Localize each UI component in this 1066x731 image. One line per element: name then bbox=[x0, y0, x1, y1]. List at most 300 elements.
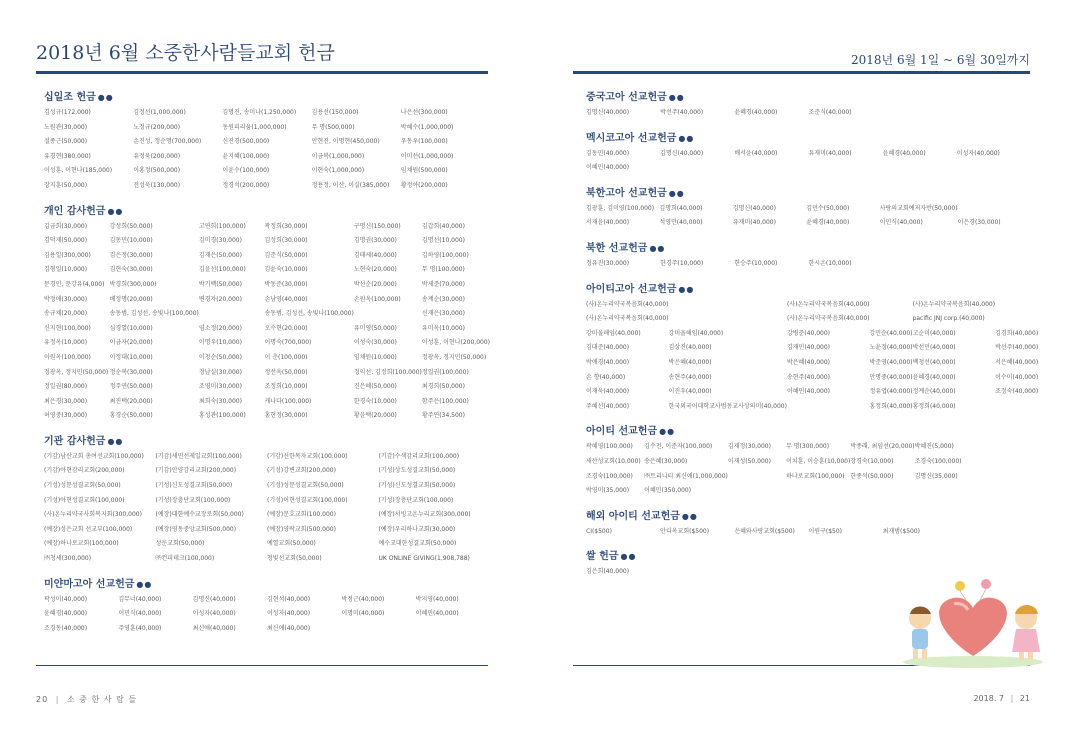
donor-entry: 이진우(40,000) bbox=[668, 388, 712, 396]
section-title bbox=[586, 424, 1031, 440]
donor-entry: 김용일(300,000) bbox=[44, 251, 91, 259]
section-title-text: 해외 아이티 선교헌금 bbox=[586, 510, 680, 522]
offering-section bbox=[586, 131, 1031, 176]
donor-entry: (예장)문호교회(100,000) bbox=[267, 511, 336, 519]
donor-entry: 김금희(30,000) bbox=[44, 222, 88, 230]
donor-entry: 황윤택(20,000) bbox=[353, 412, 397, 420]
donor-entry: 구명신(150,000) bbox=[353, 222, 401, 230]
donor-entry: 곽정희(30,000) bbox=[264, 222, 308, 230]
donor-entry: 안디옥교회($500) bbox=[660, 527, 710, 535]
donor-entry: 최신애(40,000) bbox=[192, 624, 236, 632]
donor-entry: 김준식(50,000) bbox=[264, 251, 308, 259]
donor-entry: 김재정(30,000) bbox=[727, 443, 771, 451]
donor-list bbox=[586, 257, 1031, 272]
donor-entry: 김명신(40,000) bbox=[660, 149, 704, 157]
donor-entry: 김수천, 이준자(100,000) bbox=[644, 443, 713, 451]
donor-entry: 사랑의교회예저자반(50,000) bbox=[879, 204, 958, 212]
donor-entry: 조영미(30,000) bbox=[198, 383, 242, 391]
donor-entry bbox=[416, 622, 490, 637]
donor-entry bbox=[786, 484, 850, 499]
donor-entry: 박기백(50,000) bbox=[198, 280, 242, 288]
donor-entry: 주혜선(40,000) bbox=[586, 402, 630, 410]
donor-entry bbox=[958, 202, 1031, 217]
children-heart-illustration bbox=[898, 574, 1048, 670]
donor-entry: 오수현(20,000) bbox=[264, 324, 308, 332]
donor-entry: 김형일(10,000) bbox=[44, 266, 88, 274]
donor-entry: 이청순(50,000) bbox=[198, 353, 242, 361]
donor-entry: 이수미(40,000) bbox=[995, 373, 1039, 381]
page-number-left: 20 bbox=[36, 695, 49, 704]
donor-entry: 임채원(500,000) bbox=[400, 167, 448, 175]
section-title bbox=[586, 282, 1031, 298]
donor-entry: 예수교대한성결교회(50,000) bbox=[378, 540, 457, 548]
donor-entry: 고연희(100,000) bbox=[198, 222, 246, 230]
donor-entry: 김경희(40,000) bbox=[995, 329, 1039, 337]
donor-entry: 신재은(30,000) bbox=[421, 310, 465, 318]
donor-entry: 박선민(40,000) bbox=[912, 344, 956, 352]
donor-entry bbox=[669, 298, 787, 313]
offering-section bbox=[44, 204, 490, 424]
donor-entry: 손진성, 정순명(700,000) bbox=[133, 138, 202, 146]
donor-entry: 무 명(300,000) bbox=[786, 443, 830, 451]
donor-entry: 황정아(200,000) bbox=[400, 181, 448, 189]
donor-entry: ㈜컨피테크(100,000) bbox=[155, 555, 215, 563]
bullet-dots-icon: ●● bbox=[681, 511, 698, 521]
donor-entry: 한시온(10,000) bbox=[808, 259, 852, 267]
donor-list bbox=[586, 202, 1031, 231]
section-title-text: 쌀 헌금 bbox=[586, 551, 619, 563]
donor-entry: (기성)성문성결교회(50,000) bbox=[267, 482, 344, 490]
donor-entry: (사)온누리약국복음회(40,000) bbox=[786, 315, 870, 323]
donor-entry bbox=[808, 161, 882, 176]
donor-entry: 김윤선(100,000) bbox=[198, 266, 246, 274]
bullet-dots-icon: ●● bbox=[97, 93, 114, 102]
bullet-dots-icon: ●● bbox=[107, 436, 124, 446]
donor-entry: (기성)이현성결교회(100,000) bbox=[267, 496, 348, 504]
donor-entry: 박정애(30,000) bbox=[44, 295, 88, 303]
donor-entry bbox=[973, 440, 1031, 455]
section-title-text: 아이티 선교헌금 bbox=[586, 426, 658, 438]
bullet-dots-icon: ●● bbox=[620, 552, 637, 562]
donor-entry: 임채원(10,000) bbox=[353, 353, 397, 361]
donor-entry bbox=[957, 525, 1031, 540]
donor-entry: (기감)선한목자교회(100,000) bbox=[267, 452, 348, 460]
donor-entry: 이명숙(700,000) bbox=[264, 339, 312, 347]
donor-entry: 박선주(40,000) bbox=[995, 344, 1039, 352]
donor-entry: (기성)성문성결교회(50,000) bbox=[44, 482, 121, 490]
donor-entry: 이성숙(30,000) bbox=[353, 339, 397, 347]
donor-entry: 이금복(1,000,000) bbox=[311, 152, 365, 160]
donor-entry: 박준영(40,000) bbox=[869, 358, 913, 366]
donor-entry: 유미영(50,000) bbox=[353, 324, 397, 332]
donor-entry: pacific JNJ corp.(40,000) bbox=[912, 315, 985, 323]
donor-entry: 노정규(200,000) bbox=[133, 123, 181, 131]
donor-entry: 윤혜경(40,000) bbox=[806, 219, 850, 227]
donor-list bbox=[44, 106, 490, 194]
donor-entry: 조정희(10,000) bbox=[264, 383, 308, 391]
donor-entry: 이민식(40,000) bbox=[879, 219, 923, 227]
donor-entry: 황주연(34,500) bbox=[421, 412, 465, 420]
section-title-text: 미얀마고아 선교헌금 bbox=[44, 578, 135, 590]
donor-entry: 곽성미(40,000) bbox=[44, 595, 88, 603]
donor-entry: 조경숙(100,000) bbox=[914, 457, 962, 465]
donor-entry: 김광훈, 김미영(100,000) bbox=[586, 204, 655, 212]
left-page-column bbox=[44, 90, 490, 646]
donor-entry: 유미옥(10,000) bbox=[421, 324, 465, 332]
donor-entry: 유재미(40,000) bbox=[808, 149, 852, 157]
offering-section bbox=[44, 577, 490, 637]
donor-entry: 유재미(40,000) bbox=[732, 219, 776, 227]
donor-entry: 배정명(20,000) bbox=[109, 295, 153, 303]
donor-entry: 송현주(40,000) bbox=[786, 373, 831, 381]
donor-entry: 김민수(50,000) bbox=[806, 204, 850, 212]
footer-right bbox=[973, 694, 1030, 703]
donor-entry bbox=[728, 484, 786, 499]
donor-entry bbox=[199, 307, 265, 322]
section-title bbox=[586, 90, 1031, 106]
donor-entry: 정경석(200,000) bbox=[222, 181, 270, 189]
donor-entry bbox=[734, 161, 808, 176]
donor-entry: 박은혜(40,000) bbox=[668, 358, 712, 366]
donor-entry: 김재은(50,000) bbox=[198, 251, 242, 259]
donor-entry bbox=[957, 257, 1031, 272]
donor-entry: 정순복(30,000) bbox=[109, 368, 153, 376]
donor-entry: 이재욱(40,000) bbox=[586, 388, 630, 396]
donor-list bbox=[586, 298, 1039, 415]
donor-entry: 이혜민(350,000) bbox=[644, 487, 692, 495]
section-title bbox=[586, 509, 1031, 525]
footer-left bbox=[36, 694, 137, 705]
donor-entry: 최진택(20,000) bbox=[109, 397, 153, 405]
donor-entry bbox=[995, 298, 1038, 313]
donor-entry: 유정옥(10,000) bbox=[44, 339, 88, 347]
donor-entry bbox=[734, 565, 808, 580]
donor-entry: 김무너(40,000) bbox=[118, 595, 162, 603]
donor-entry: 청빛선교회(50,000) bbox=[267, 555, 322, 563]
donor-entry: 염소정(20,000) bbox=[198, 324, 242, 332]
donor-entry: 정주연(50,000) bbox=[109, 383, 153, 391]
donor-entry bbox=[883, 106, 957, 121]
donor-entry: (사)온누리약국사회복지회(300,000) bbox=[44, 511, 142, 519]
donor-entry: 최신애(40,000) bbox=[267, 624, 311, 632]
header-rule-right bbox=[573, 71, 1030, 74]
donor-entry: 성운교회(50,000) bbox=[155, 540, 205, 548]
donor-entry: 김동민(10,000) bbox=[109, 237, 153, 245]
offering-section bbox=[586, 424, 1031, 498]
donor-list bbox=[44, 220, 490, 424]
donor-entry: 곽혜영(100,000) bbox=[586, 443, 633, 451]
donor-entry: 신지현(100,000) bbox=[44, 324, 91, 332]
donor-entry: 이성훈, 이현나(185,000) bbox=[44, 167, 113, 175]
donor-entry bbox=[883, 257, 957, 272]
donor-entry: (기감)아현감리교회(200,000) bbox=[44, 467, 125, 475]
donor-entry: (기성)신도성결교회(50,000) bbox=[378, 482, 456, 490]
donor-entry: 배서윤(40,000) bbox=[734, 149, 778, 157]
donor-entry: 이 춘(100,000) bbox=[264, 353, 308, 361]
donor-entry: (기성)장충단교회(100,000) bbox=[155, 496, 231, 504]
donor-entry: 홍성관(100,000) bbox=[198, 412, 246, 420]
donor-entry: 김대준(40,000) bbox=[586, 344, 630, 352]
donor-entry: 정계순(40,000) bbox=[912, 388, 956, 396]
donor-entry: (예장)성은교회 선교부(100,000) bbox=[44, 525, 133, 533]
section-title-text: 기관 감사헌금 bbox=[44, 435, 106, 447]
bullet-dots-icon: ●● bbox=[668, 93, 685, 102]
donor-entry: (예장)영락교회(500,000) bbox=[267, 525, 336, 533]
donor-entry: 박지영(40,000) bbox=[415, 595, 459, 603]
section-title-text: 개인 감사헌금 bbox=[44, 205, 106, 217]
donor-entry: (기성)상도성결교회(50,000) bbox=[378, 467, 456, 475]
donor-entry: 이성자(40,000) bbox=[267, 610, 311, 618]
donor-entry bbox=[354, 307, 422, 322]
donor-entry: 최경희(50,000) bbox=[421, 383, 465, 391]
donor-entry: 안현진, 이명현(450,000) bbox=[311, 138, 380, 146]
header-rule-left bbox=[36, 71, 488, 74]
donor-entry: 유정욱(200,000) bbox=[133, 152, 181, 160]
donor-entry: 안명중(40,000) bbox=[869, 373, 913, 381]
donor-entry: (기감)안양감리교회(200,000) bbox=[155, 467, 237, 475]
donor-entry: 조준식(40,000) bbox=[808, 109, 852, 116]
donor-entry: 이정대(10,000) bbox=[109, 353, 153, 361]
donor-entry: 김용선(150,000) bbox=[311, 109, 359, 116]
donor-entry bbox=[850, 484, 914, 499]
donor-entry: 손 향(40,000) bbox=[586, 373, 626, 381]
section-title bbox=[586, 131, 1031, 147]
donor-entry: CI($500) bbox=[586, 527, 612, 535]
donor-entry: 김덕재(50,000) bbox=[44, 237, 88, 245]
donor-entry: 김상진(40,000) bbox=[668, 344, 712, 352]
donor-entry: 이원옥(100,000) bbox=[44, 353, 91, 361]
donor-entry: 김하영(100,000) bbox=[421, 251, 469, 259]
section-title bbox=[44, 204, 490, 220]
period-date: 2018년 6월 1일 ~ 6월 30일까지 bbox=[851, 53, 1030, 67]
donor-list bbox=[44, 593, 490, 637]
section-title bbox=[586, 186, 1031, 202]
donor-entry: 김미경(30,000) bbox=[198, 237, 242, 245]
donor-entry: 김정선(1,000,000) bbox=[133, 109, 186, 116]
bullet-dots-icon: ●● bbox=[107, 206, 124, 216]
donor-entry: 은혜와사랑교회($500) bbox=[734, 527, 795, 535]
donor-entry: 백청선(40,000) bbox=[912, 358, 956, 366]
bullet-dots-icon: ●● bbox=[678, 284, 695, 294]
donor-entry: 하나로교회(100,000) bbox=[786, 472, 845, 480]
donor-entry bbox=[660, 565, 734, 580]
donor-entry: 이원구($50) bbox=[808, 527, 843, 535]
section-title-text: 아이티고아 선교헌금 bbox=[586, 283, 677, 295]
offering-section bbox=[44, 434, 490, 567]
donor-entry bbox=[341, 622, 415, 637]
offering-section bbox=[586, 282, 1039, 415]
donor-entry: 홍경순(50,000) bbox=[109, 412, 153, 420]
donor-entry: 김성희(30,000) bbox=[264, 237, 308, 245]
donor-entry: 최은경(30,000) bbox=[44, 397, 88, 405]
donor-entry: 이금자(20,000) bbox=[109, 339, 153, 347]
donor-entry: 정광옥, 정지민(50,000) bbox=[44, 368, 109, 376]
section-title-text: 북한 선교헌금 bbox=[586, 242, 648, 254]
donor-entry: 박정근(40,000) bbox=[341, 595, 385, 603]
donor-entry: (예장)대한예수교장로회(50,000) bbox=[155, 511, 244, 519]
donor-entry: 이혜민(40,000) bbox=[415, 610, 459, 618]
donor-entry: 김현숙(30,000) bbox=[109, 266, 153, 274]
donor-entry: 송은혜(30,000) bbox=[644, 457, 688, 465]
donor-entry: 박동준(30,000) bbox=[264, 280, 308, 288]
donor-entry: 이성자(40,000) bbox=[956, 149, 1000, 157]
donor-entry: ㈜청세(300,000) bbox=[44, 555, 92, 563]
donor-entry bbox=[995, 400, 1038, 415]
donor-entry: 김은희(40,000) bbox=[586, 568, 630, 576]
donor-entry: 정선옥(50,000) bbox=[264, 368, 308, 376]
donor-entry: 김명신(35,000) bbox=[914, 472, 958, 480]
donor-entry: 손남영(40,000) bbox=[264, 295, 308, 303]
donor-entry: 이명우(10,000) bbox=[198, 339, 242, 347]
donor-entry bbox=[973, 470, 1031, 485]
donor-entry: 송동범, 김성선, 송빛나(100,000) bbox=[264, 310, 354, 318]
offering-section bbox=[44, 90, 490, 194]
donor-entry: (예장)하나로교회(100,000) bbox=[44, 540, 119, 548]
offering-section bbox=[586, 509, 1031, 540]
donor-entry: 한종석(50,000) bbox=[850, 472, 894, 480]
donor-entry: (예장)우리하나교회(30,000) bbox=[378, 525, 456, 533]
donor-entry: 한경숙(10,000) bbox=[353, 397, 397, 405]
issue-date: 2018. 7 bbox=[973, 694, 1005, 703]
donor-entry: 박은혜(40,000) bbox=[786, 358, 831, 366]
offering-section bbox=[586, 90, 1031, 121]
donor-entry: 정익선, 김정희(100,000) bbox=[353, 368, 422, 376]
donor-entry: 함주은(100,000) bbox=[421, 397, 469, 405]
donor-entry: (사)온누리약국복음회(40,000) bbox=[786, 300, 870, 308]
page-title: 2018년 6월 소중한사람들교회 헌금 bbox=[36, 42, 335, 64]
donor-entry: 윤혜경(40,000) bbox=[912, 373, 956, 381]
donor-entry: 서은혜(40,000) bbox=[995, 358, 1039, 366]
donor-entry: 이혜민(40,000) bbox=[586, 164, 630, 172]
donor-entry: 홍현정(30,000) bbox=[264, 412, 308, 420]
donor-entry: 이은경(30,000) bbox=[957, 219, 1001, 227]
donor-entry: 김성규(172,000) bbox=[44, 109, 91, 116]
donor-entry bbox=[995, 312, 1038, 327]
donor-entry: (기성)아현성결교회(100,000) bbox=[44, 496, 125, 504]
donor-entry: 박혜수(1,000,000) bbox=[400, 123, 454, 131]
donor-entry: 정용정, 이산, 이실(385,000) bbox=[311, 181, 390, 189]
section-title bbox=[44, 434, 490, 450]
section-title-text: 십일조 헌금 bbox=[44, 92, 96, 103]
donor-entry bbox=[869, 312, 912, 327]
donor-entry: 강미올해임(40,000) bbox=[586, 329, 641, 337]
donor-entry: (예장)영동중앙교회(500,000) bbox=[155, 525, 237, 533]
donor-list bbox=[586, 525, 1031, 540]
donor-entry: 김명선(10,000) bbox=[421, 237, 465, 245]
donor-entry: 이민식(40,000) bbox=[118, 610, 162, 618]
donor-entry: 예열교회(50,000) bbox=[267, 540, 316, 548]
donor-entry: 무 명(100,000) bbox=[421, 266, 465, 274]
right-page-column bbox=[586, 90, 1039, 590]
donor-entry: 김현석(40,000) bbox=[267, 595, 311, 603]
donor-entry: 정일권(80,000) bbox=[44, 383, 88, 391]
donor-entry: 윤혜경(40,000) bbox=[44, 610, 88, 618]
donor-entry: 동원피리움(1,000,000) bbox=[222, 123, 287, 131]
donor-entry: 노원관(30,000) bbox=[44, 123, 88, 131]
donor-entry: 조경동(40,000) bbox=[44, 624, 88, 632]
donor-entry: 김명권(30,000) bbox=[353, 237, 397, 245]
donor-entry: 김명신(40,000) bbox=[732, 204, 776, 212]
donor-entry: 최희숙(30,000) bbox=[198, 397, 242, 405]
donor-entry: 심경열(10,000) bbox=[109, 324, 153, 332]
donor-entry: 장경숙(10,000) bbox=[850, 457, 894, 465]
donor-entry: 이윤수(100,000) bbox=[222, 167, 270, 175]
donor-entry bbox=[787, 400, 870, 415]
donor-entry: 신진경(500,000) bbox=[222, 138, 270, 146]
donor-entry bbox=[915, 484, 973, 499]
donor-entry: 최재범($500) bbox=[882, 527, 920, 535]
bullet-dots-icon: ●● bbox=[659, 427, 676, 437]
donor-entry: 박종래, 최임선(20,000) bbox=[850, 443, 915, 451]
donor-entry: 이미선(1,000,000) bbox=[400, 152, 454, 160]
donor-entry: 윤혜경(40,000) bbox=[882, 149, 926, 157]
donor-entry: 이성자(40,000) bbox=[192, 610, 236, 618]
donor-entry: 노현숙(20,000) bbox=[353, 266, 397, 274]
section-title bbox=[44, 90, 490, 106]
donor-entry: 이명미(40,000) bbox=[341, 610, 385, 618]
donor-entry: (사)온누리약국복음회(40,000) bbox=[586, 300, 669, 308]
offering-section bbox=[586, 241, 1031, 272]
bullet-dots-icon: ●● bbox=[136, 579, 153, 589]
donor-entry: 무 명(500,000) bbox=[311, 123, 355, 131]
donor-entry: 박선순(20,000) bbox=[353, 280, 397, 288]
donor-entry: 김윤숙(10,000) bbox=[264, 266, 308, 274]
footer-separator: | bbox=[55, 695, 60, 704]
page-number-right: 21 bbox=[1019, 694, 1030, 703]
donor-entry: 송규채(20,000) bbox=[44, 310, 88, 318]
donor-entry: 새산성교회(10,000) bbox=[586, 457, 641, 465]
donor-entry: 정일권(100,000) bbox=[421, 368, 469, 376]
donor-entry: (기성)신도성결교회(50,000) bbox=[155, 482, 233, 490]
donor-list bbox=[586, 440, 1031, 498]
donor-entry: 송동범, 김성선, 송빛나(100,000) bbox=[109, 310, 199, 318]
donor-entry: (사)온누리약국복음회(40,000) bbox=[912, 300, 996, 308]
donor-entry: 강민순(40,000) bbox=[869, 329, 913, 337]
bottom-rule-left bbox=[36, 665, 488, 666]
donor-entry: 석영민(40,000) bbox=[659, 219, 703, 227]
donor-entry: 문경민, 문강유(4,000) bbox=[44, 280, 105, 288]
donor-entry: 박영미(35,000) bbox=[586, 487, 630, 495]
donor-entry: 윤지혜(100,000) bbox=[222, 152, 270, 160]
donor-entry: 강성희(50,000) bbox=[109, 222, 153, 230]
donor-entry: 이성훈, 이현나(200,000) bbox=[421, 339, 490, 347]
donor-entry: 박혜진(5,000) bbox=[914, 443, 954, 451]
donor-entry: 정광옥, 정지민(50,000) bbox=[421, 353, 487, 361]
donor-entry: (사)온누리약국복음회(40,000) bbox=[586, 315, 669, 323]
donor-entry: (기감)수색감리교회(100,000) bbox=[378, 452, 460, 460]
donor-entry: 한국외국어대학교사범동교사상의미(40,000) bbox=[668, 402, 787, 410]
donor-entry: 허영중(30,000) bbox=[44, 412, 88, 420]
donor-entry: 정유엽(40,000) bbox=[869, 388, 913, 396]
donor-entry: ㈜트리니티 최신애(1,000,000) bbox=[644, 472, 728, 480]
publication-name: 소 중 한 사 람 들 bbox=[66, 695, 138, 704]
donor-entry: 노윤정(40,000) bbox=[869, 344, 913, 352]
donor-entry: 김명희(40,000) bbox=[659, 204, 703, 212]
donor-entry: 박세준(70,000) bbox=[421, 280, 465, 288]
donor-entry: 변경자(20,000) bbox=[198, 295, 242, 303]
donor-entry bbox=[973, 484, 1031, 499]
donor-entry: 김갑희(40,000) bbox=[421, 222, 465, 230]
footer-separator: | bbox=[1010, 694, 1014, 703]
donor-entry: 정남실(30,000) bbox=[198, 368, 242, 376]
donor-entry: 이현숙(1,000,000) bbox=[311, 167, 365, 175]
donor-entry: 김명진, 송미나(1,250,000) bbox=[222, 109, 297, 116]
donor-entry bbox=[957, 161, 1031, 176]
donor-entry: 고순미(40,000) bbox=[912, 329, 956, 337]
section-title bbox=[44, 577, 490, 593]
donor-entry bbox=[728, 470, 786, 485]
donor-entry: 주영훈(40,000) bbox=[118, 624, 162, 632]
